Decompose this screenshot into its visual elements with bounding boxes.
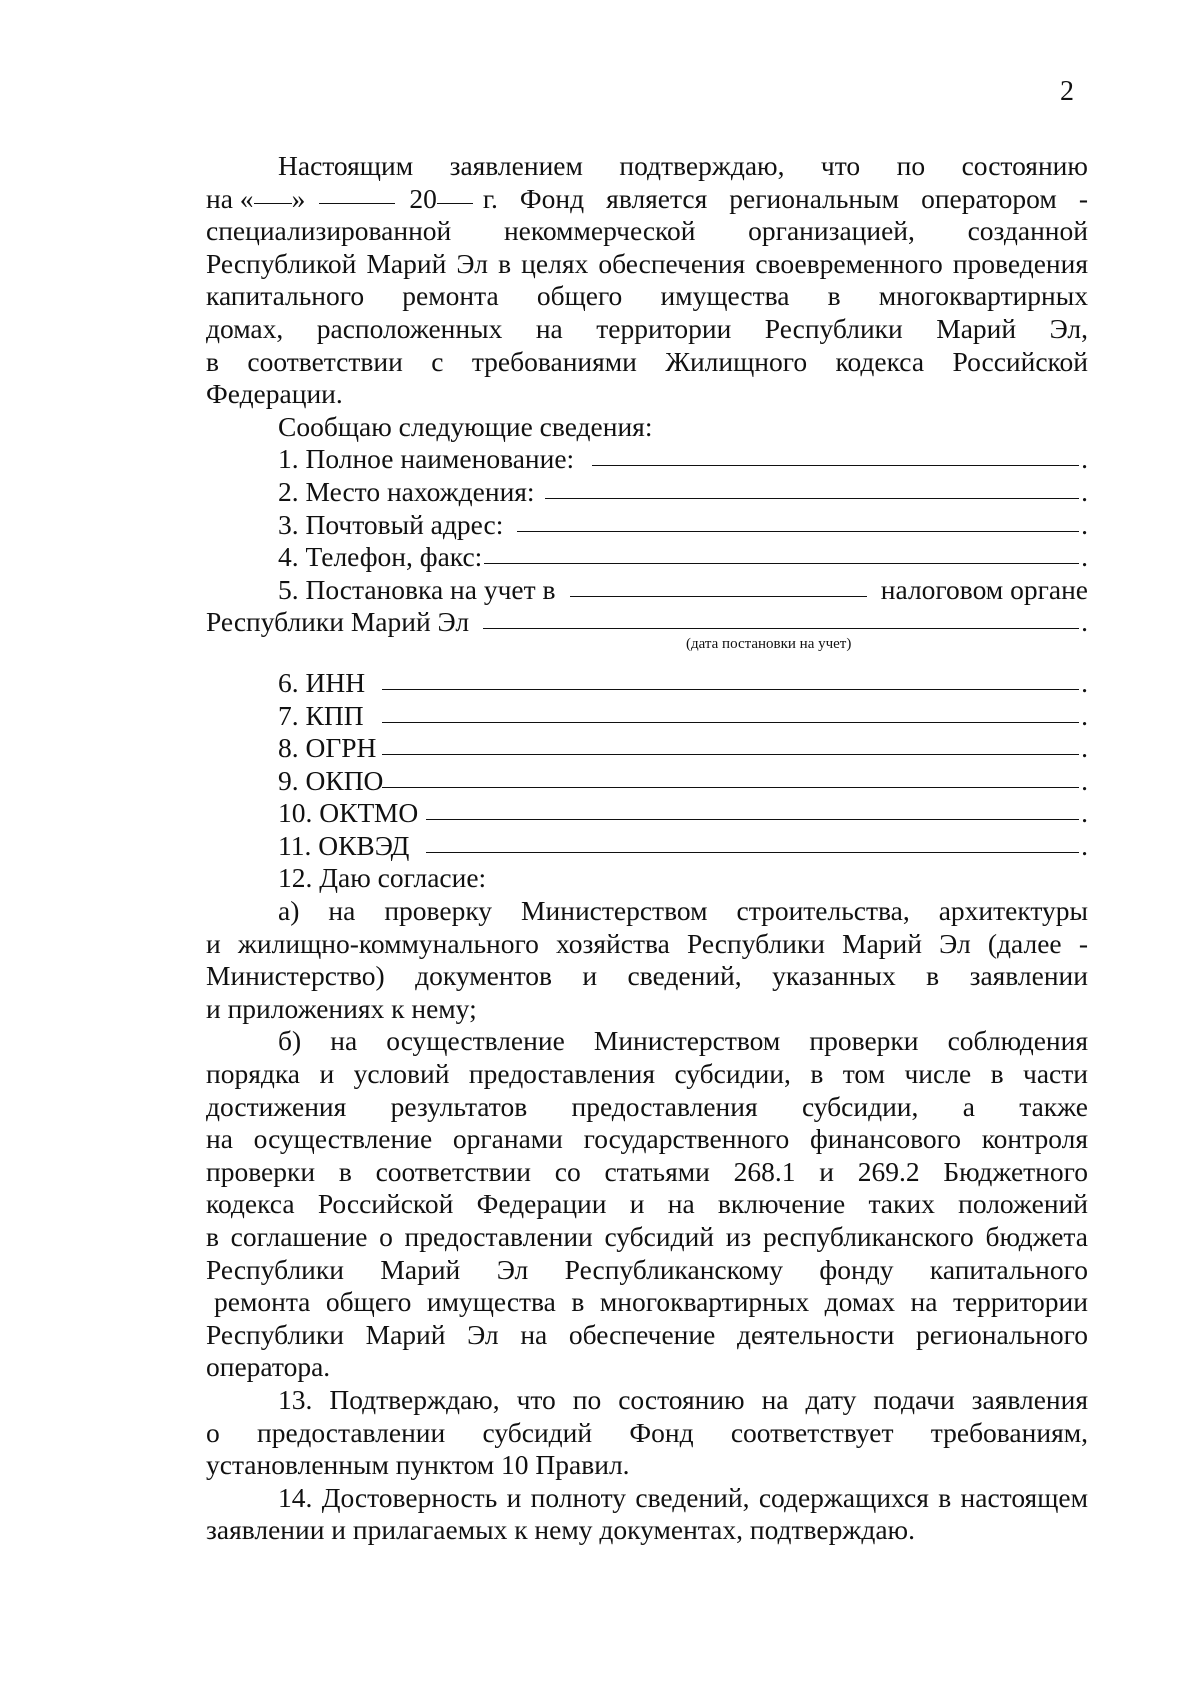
- field-location: 2. Место нахождения: .: [278, 475, 1088, 507]
- consent-b-line-7: в соглашение о предоставлении субсидий из республиканского бюджета: [206, 1221, 1088, 1252]
- consent-a-last: и приложениях к нему;: [206, 992, 477, 1024]
- document-body: [206, 150, 1088, 1547]
- field-full-name: 1. Полное наименование: .: [278, 443, 1088, 475]
- consent-a-line-2: и жилищно-коммунального хозяйства Республики Марий Эл (далее -: [206, 927, 1088, 959]
- day-blank[interactable]: [254, 203, 292, 204]
- consent-b-line-5: проверки в соответствии со статьями 268.1 и 269.2 Бюджетного: [206, 1155, 1088, 1187]
- consent-b-line-8: Республики Марий Эл Республиканскому фонду капитального: [206, 1253, 1088, 1285]
- field-inn: 6. ИНН .: [278, 666, 1088, 698]
- page-number: 2: [1060, 76, 1074, 107]
- field-label: 9. ОКПО: [278, 764, 384, 796]
- consent-b-line-9: ремонта общего имущества в многоквартирных домах на территории: [214, 1286, 1088, 1318]
- location-input-line[interactable]: [545, 498, 1080, 499]
- intro-line-3: специализированной некоммерческой организацией, созданной: [206, 215, 1088, 247]
- inn-input-line[interactable]: [382, 689, 1079, 690]
- consent-item-b: [206, 1025, 1088, 1384]
- item-14: [206, 1482, 1088, 1547]
- month-blank[interactable]: [319, 203, 395, 204]
- field-postal-address: 3. Почтовый адрес: .: [278, 508, 1088, 540]
- year-blank[interactable]: [437, 203, 473, 204]
- intro-last-line: Федерации.: [206, 378, 343, 410]
- consent-item-a: [206, 895, 1088, 1025]
- postal-address-input-line[interactable]: [517, 531, 1079, 532]
- item-13: [206, 1384, 1088, 1482]
- intro-line-5: капитального ремонта общего имущества в многоквартирных: [206, 280, 1088, 312]
- item13-line-2: о предоставлении субсидий Фонд соответствует требованиям,: [206, 1416, 1088, 1448]
- consent-b-line-3: достижения результатов предоставления субсидии, а также: [206, 1090, 1088, 1122]
- field-label: 11. ОКВЭД: [278, 829, 410, 861]
- field-label: 8. ОГРН: [278, 732, 377, 764]
- intro-line-7: в соответствии с требованиями Жилищного кодекса Российской: [206, 345, 1088, 377]
- tax-authority-input-line[interactable]: [570, 596, 867, 597]
- consent-a-line-1: а) на проверку Министерством строительства, архитектуры: [278, 895, 1088, 927]
- field-registration: 5. Постановка на учет в налоговом органе: [278, 573, 1088, 605]
- consent-heading: 12. Даю согласие:: [278, 862, 487, 894]
- field-registration-line2: Республики Марий Эл .: [206, 606, 1088, 638]
- field-label: 1. Полное наименование:: [278, 443, 575, 475]
- field-label: 3. Почтовый адрес:: [278, 508, 504, 540]
- ogrn-input-line[interactable]: [382, 754, 1079, 755]
- field-kpp: 7. КПП .: [278, 699, 1088, 731]
- consent-b-line-2: порядка и условий предоставления субсидии, в том числе в части: [206, 1058, 1088, 1090]
- intro-line-1: Настоящим заявлением подтверждаю, что по состоянию: [278, 150, 1088, 181]
- info-heading: Сообщаю следующие сведения:: [278, 410, 653, 442]
- full-name-input-line[interactable]: [592, 465, 1079, 466]
- field-ogrn: 8. ОГРН .: [278, 732, 1088, 764]
- item14-line-1: 14. Достоверность и полноту сведений, содержащихся в настоящем: [278, 1481, 1088, 1513]
- oktmo-input-line[interactable]: [426, 819, 1079, 820]
- item13-line-1: 13. Подтверждаю, что по состоянию на дату подачи заявления: [278, 1383, 1088, 1415]
- item14-last: заявлении и прилагаемых к нему документах, подтверждаю.: [206, 1514, 915, 1546]
- intro-line-2: на « » 20 г. Фонд является региональным оператором -: [206, 182, 1088, 214]
- field-label: 7. КПП: [278, 699, 364, 731]
- field-label: 5. Постановка на учет в: [278, 573, 556, 605]
- consent-b-line-4: на осуществление органами государственного финансового контроля: [206, 1123, 1088, 1155]
- item13-last: установленным пунктом 10 Правил.: [206, 1449, 630, 1481]
- registration-date-input-line[interactable]: [483, 628, 1079, 629]
- consent-b-line-1: б) на осуществление Министерством проверки соблюдения: [278, 1025, 1088, 1057]
- intro-line-4: Республикой Марий Эл в целях обеспечения своевременного проведения: [206, 247, 1088, 279]
- field-phone-fax: 4. Телефон, факс: .: [278, 541, 1088, 573]
- phone-fax-input-line[interactable]: [484, 563, 1079, 564]
- consent-b-line-6: кодекса Российской Федерации и на включение таких положений: [206, 1188, 1088, 1220]
- intro-line-6: домах, расположенных на территории Республики Марий Эл,: [206, 312, 1088, 344]
- okved-input-line[interactable]: [426, 852, 1079, 853]
- field-label: 6. ИНН: [278, 666, 366, 698]
- consent-a-line-3: Министерство) документов и сведений, указанных в заявлении: [206, 960, 1088, 992]
- consent-b-last: оператора.: [206, 1351, 331, 1383]
- registration-caption: (дата постановки на учет): [686, 635, 852, 652]
- field-oktmo: 10. ОКТМО .: [278, 797, 1088, 829]
- intro-paragraph: [206, 150, 1088, 411]
- field-label: 10. ОКТМО: [278, 797, 419, 829]
- field-okpo: 9. ОКПО .: [278, 764, 1088, 796]
- kpp-input-line[interactable]: [382, 722, 1079, 723]
- field-label: 4. Телефон, факс:: [278, 541, 483, 573]
- field-okved: 11. ОКВЭД .: [278, 829, 1088, 861]
- consent-b-line-10: Республики Марий Эл на обеспечение деятельности регионального: [206, 1318, 1088, 1350]
- okpo-input-line[interactable]: [382, 787, 1079, 788]
- field-label: 2. Место нахождения:: [278, 475, 535, 507]
